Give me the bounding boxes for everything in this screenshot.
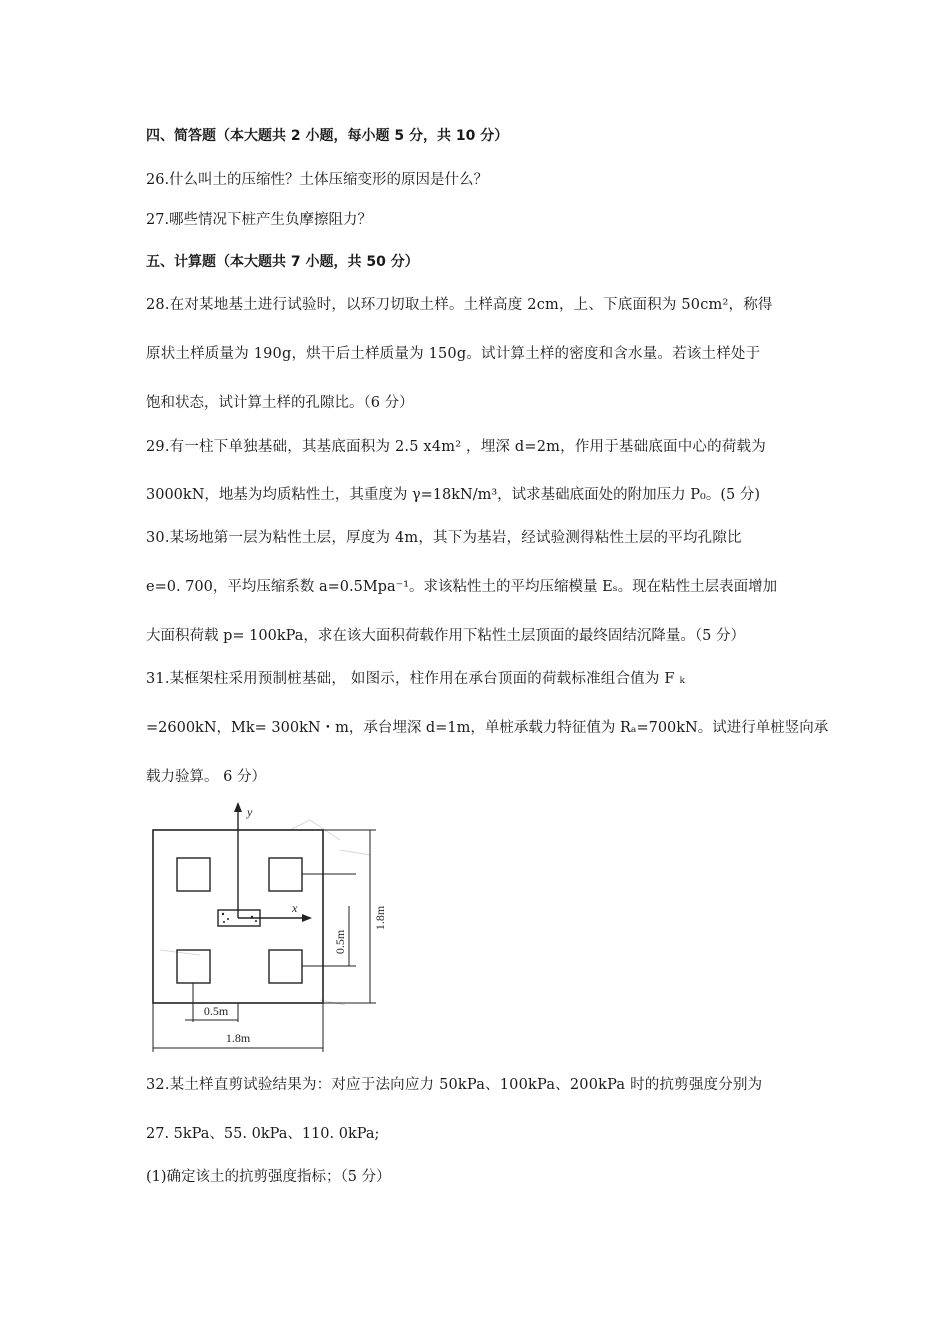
question-32-line1: 32.某土样直剪试验结果为：对应于法向应力 50kPa、100kPa、200kPa 时的抗剪强度分别为 bbox=[146, 1077, 763, 1093]
question-31-line2: =2600kN，Mk= 300kN・m，承台埋深 d=1m，单桩承载力特征值为 Rₐ=700kN。试进行单桩竖向承 bbox=[146, 720, 829, 736]
question-29-line1: 29.有一柱下单独基础，其基底面积为 2.5 x4m² ，埋深 d=2m，作用于基础底面中心的荷载为 bbox=[146, 439, 766, 455]
question-30-line2: e=0. 700，平均压缩系数 a=0.5Mpa⁻¹。求该粘性土的平均压缩模量 Eₛ。现在粘性土层表面增加 bbox=[146, 579, 778, 595]
section5-heading: 五、计算题（本大题共 7 小题，共 50 分） bbox=[146, 254, 419, 270]
y-axis-label: y bbox=[247, 805, 253, 819]
question-28-line3: 饱和状态，试计算土样的孔隙比。（6 分） bbox=[146, 395, 414, 411]
pile-top-right bbox=[269, 858, 302, 891]
question-29-line2: 3000kN，地基为均质粘性土，其重度为 γ=18kN/m³，试求基础底面处的附加压力 P₀。(5 分) bbox=[146, 487, 760, 503]
question-32-line2: 27. 5kPa、55. 0kPa、110. 0kPa; bbox=[146, 1126, 380, 1142]
pile-top-left bbox=[177, 858, 210, 891]
question-28-line2: 原状土样质量为 190g，烘干后土样质量为 150g。试计算土样的密度和含水量。若该土样处于 bbox=[146, 346, 761, 362]
x-axis-label: x bbox=[292, 901, 298, 915]
pile-cap-figure bbox=[140, 800, 390, 1058]
x-axis-arrow bbox=[302, 914, 312, 922]
question-31-line3: 载力验算。 6 分） bbox=[146, 769, 266, 785]
section4-heading: 四、简答题（本大题共 2 小题，每小题 5 分，共 10 分） bbox=[146, 128, 509, 144]
question-27: 27.哪些情况下桩产生负摩擦阻力？ bbox=[146, 212, 373, 228]
question-30-line3: 大面积荷载 p= 100kPa，求在该大面积荷载作用下粘性土层顶面的最终固结沉降量。（5 分） bbox=[146, 628, 745, 644]
pile-bottom-left bbox=[177, 950, 210, 983]
question-26: 26.什么叫土的压缩性？土体压缩变形的原因是什么？ bbox=[146, 172, 489, 188]
scan-noise bbox=[160, 820, 370, 1005]
question-28-line1: 28.在对某地基土进行试验时，以环刀切取土样。土样高度 2cm，上、下底面积为 50cm²，称得 bbox=[146, 297, 773, 313]
question-31-line1: 31.某框架柱采用预制桩基础， 如图示，柱作用在承台顶面的荷载标准组合值为 F ₖ bbox=[146, 671, 685, 687]
dim-bottom-outer-label: 1.8m bbox=[225, 1031, 251, 1045]
dim-right-outer-label: 1.8m bbox=[373, 905, 387, 931]
pile-bottom-right bbox=[269, 950, 302, 983]
question-30-line1: 30.某场地第一层为粘性土层，厚度为 4m，其下为基岩，经试验测得粘性土层的平均孔隙比 bbox=[146, 530, 742, 546]
dim-right-inner-label: 0.5m bbox=[333, 929, 347, 955]
dim-bottom-inner-label: 0.5m bbox=[203, 1004, 229, 1018]
y-axis-arrow bbox=[234, 802, 242, 812]
question-32-sub1: (1)确定该土的抗剪强度指标；（5 分） bbox=[146, 1169, 391, 1185]
